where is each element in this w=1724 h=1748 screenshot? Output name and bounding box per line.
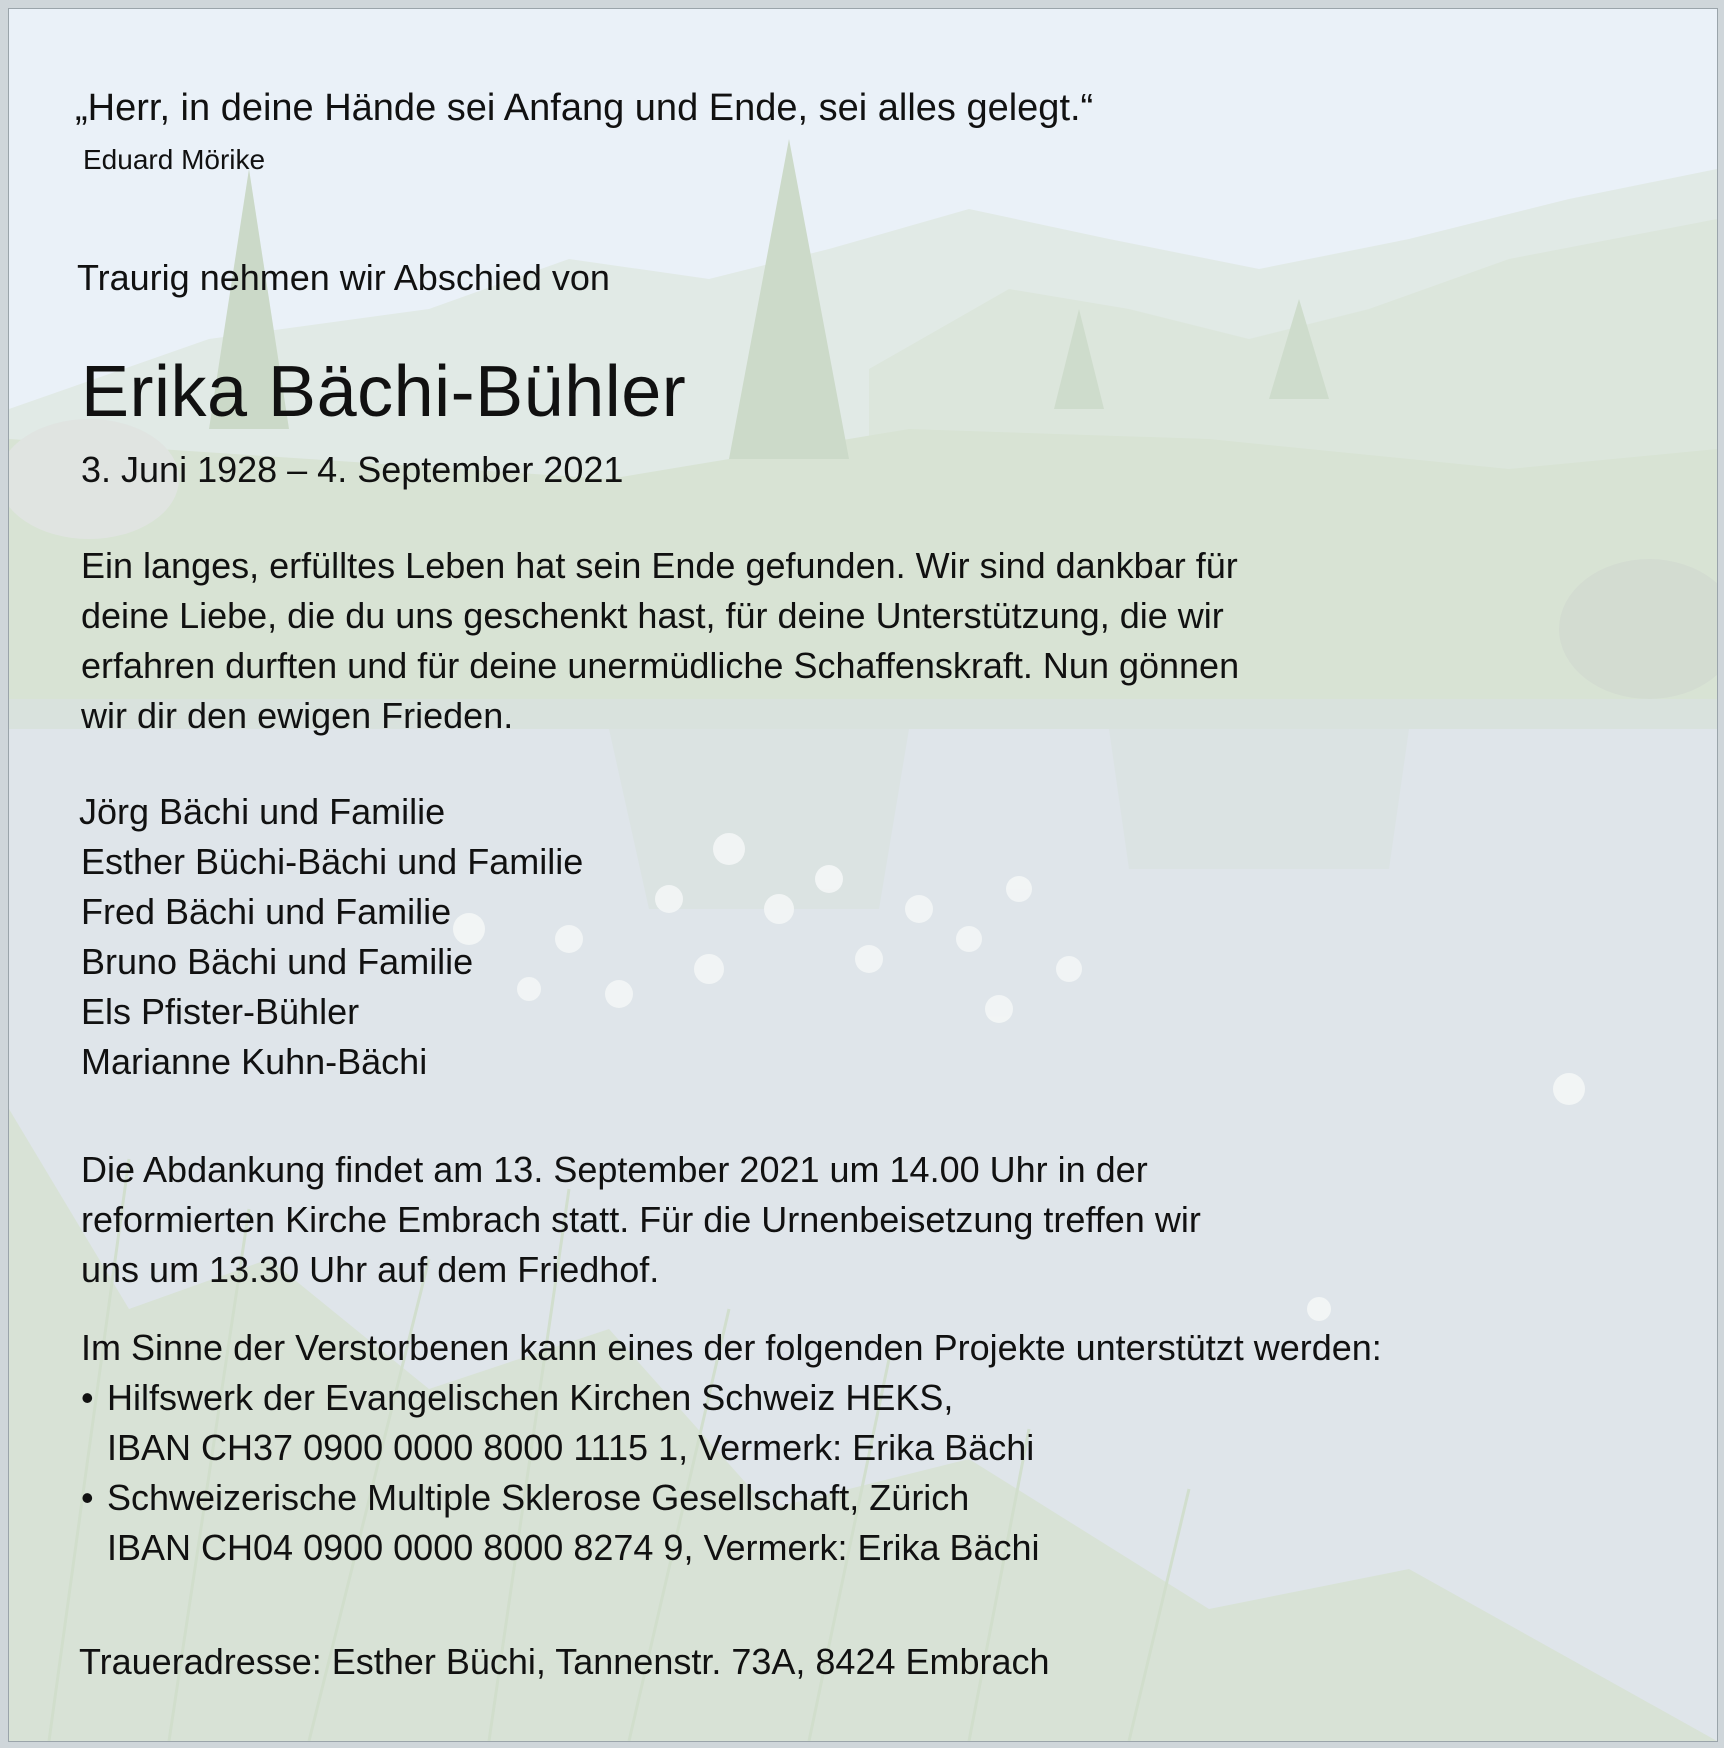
mourner-item: Esther Büchi-Bächi und Familie xyxy=(81,841,584,882)
donation-project-1 xyxy=(81,1373,1382,1423)
project-iban: IBAN CH04 0900 0000 8000 8274 9, Vermerk: Erika Bächi xyxy=(107,1527,1040,1568)
quote-author: Eduard Mörike xyxy=(83,144,266,175)
mourner-item: Jörg Bächi und Familie xyxy=(79,791,446,832)
mourner-item: Els Pfister-Bühler xyxy=(81,991,360,1032)
donation-project-2 xyxy=(81,1473,1382,1523)
intro-text: Traurig nehmen wir Abschied von xyxy=(77,257,610,298)
obituary-card xyxy=(8,8,1718,1742)
service-line: Die Abdankung findet am 13. September 2021 um 14.00 Uhr in der xyxy=(81,1149,1148,1190)
service-line: uns um 13.30 Uhr auf dem Friedhof. xyxy=(81,1249,660,1290)
service-paragraph xyxy=(81,1145,1201,1295)
quote-text: „Herr, in deine Hände sei Anfang und Ende, sei alles gelegt.“ xyxy=(75,87,1094,129)
mourning-address: Traueradresse: Esther Büchi, Tannenstr. 73A, 8424 Embrach xyxy=(79,1641,1050,1682)
message-line: erfahren durften und für deine unermüdliche Schaffenskraft. Nun gönnen xyxy=(81,645,1240,686)
project-name: Schweizerische Multiple Sklerose Gesellschaft, Zürich xyxy=(107,1477,970,1518)
mourner-item: Fred Bächi und Familie xyxy=(81,891,452,932)
donation-intro: Im Sinne der Verstorbenen kann eines der folgenden Projekte unterstützt werden: xyxy=(81,1327,1382,1368)
life-dates: 3. Juni 1928 – 4. September 2021 xyxy=(81,449,624,490)
message-line: deine Liebe, die du uns geschenkt hast, für deine Unterstützung, die wir xyxy=(81,595,1224,636)
bullet-icon: • xyxy=(81,1377,94,1418)
bullet-icon: • xyxy=(81,1477,94,1518)
donation-section xyxy=(81,1323,1382,1573)
obituary-content xyxy=(9,9,1717,1741)
mourner-item: Bruno Bächi und Familie xyxy=(81,941,474,982)
project-name: Hilfswerk der Evangelischen Kirchen Schweiz HEKS, xyxy=(107,1377,954,1418)
mourner-item: Marianne Kuhn-Bächi xyxy=(81,1041,428,1082)
deceased-name: Erika Bächi-Bühler xyxy=(81,352,687,432)
project-iban: IBAN CH37 0900 0000 8000 1115 1, Vermerk: Erika Bächi xyxy=(107,1427,1035,1468)
message-paragraph xyxy=(81,541,1239,741)
message-line: wir dir den ewigen Frieden. xyxy=(81,695,514,736)
service-line: reformierten Kirche Embrach statt. Für die Urnenbeisetzung treffen wir xyxy=(81,1199,1201,1240)
message-line: Ein langes, erfülltes Leben hat sein Ende gefunden. Wir sind dankbar für xyxy=(81,545,1238,586)
